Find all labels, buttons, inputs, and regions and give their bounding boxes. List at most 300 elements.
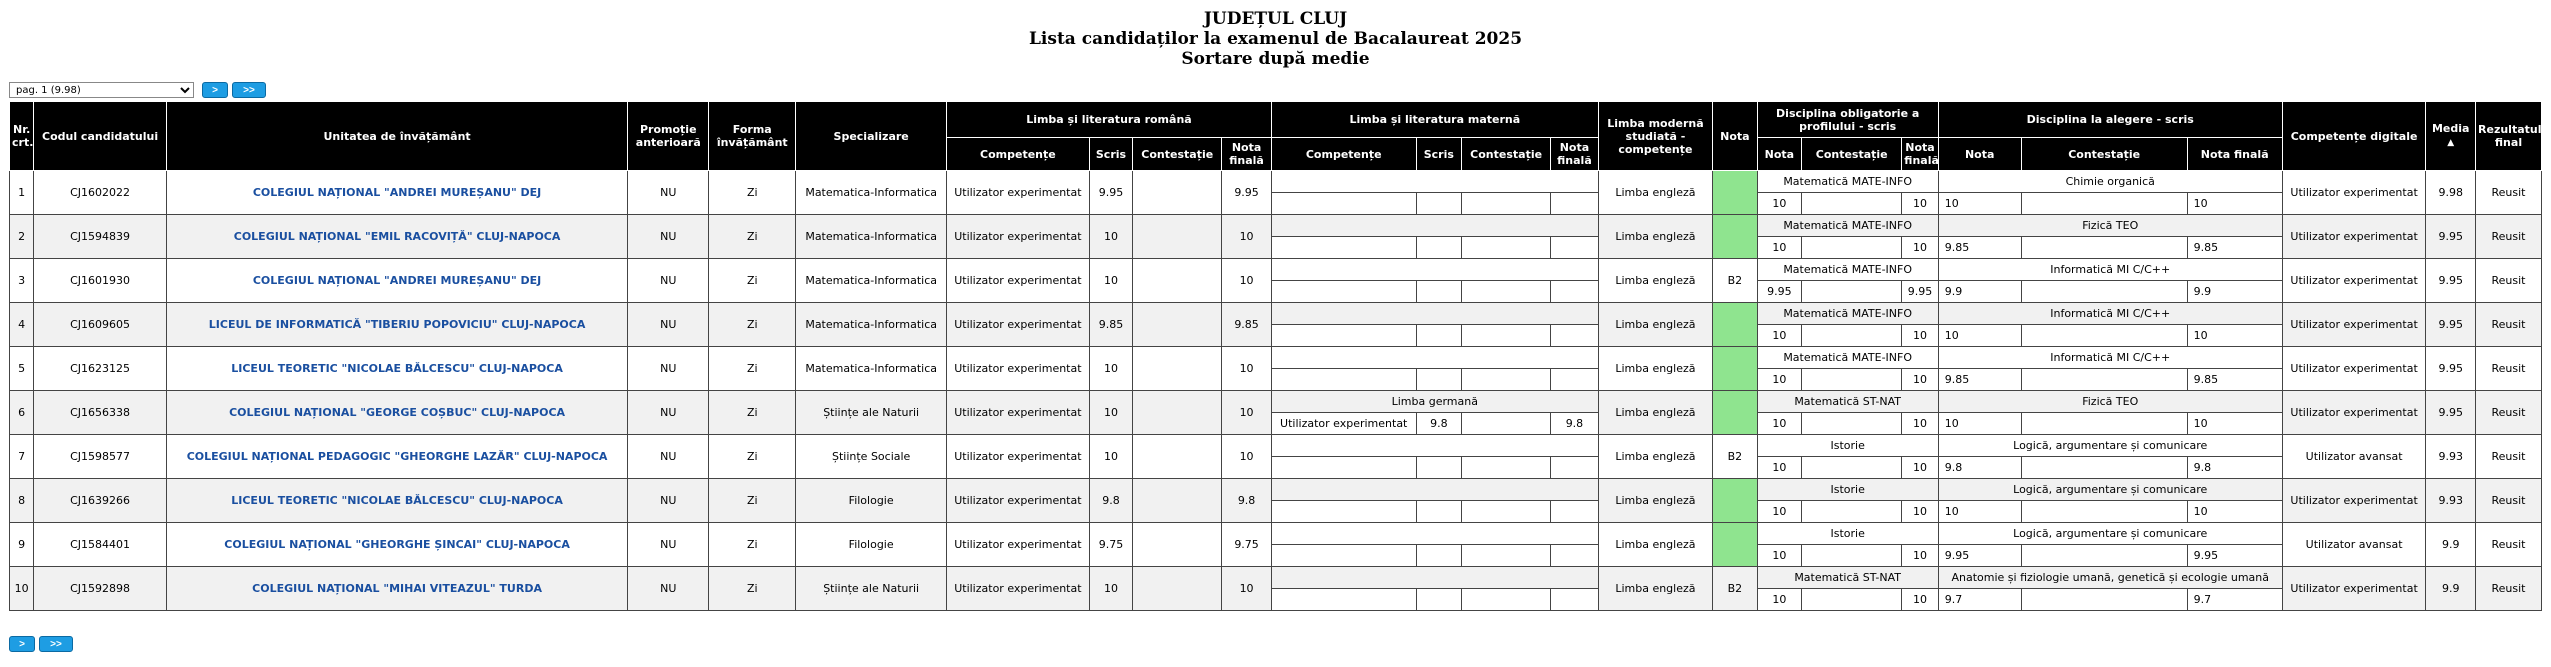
cell-ro-competente: Utilizator experimentat: [947, 391, 1090, 435]
cell-school-link[interactable]: COLEGIUL NAȚIONAL "ANDREI MUREȘANU" DEJ: [166, 259, 627, 303]
cell-materna-name: Limba germană: [1271, 391, 1598, 413]
cell-school-link[interactable]: COLEGIUL NAȚIONAL "GEORGE COȘBUC" CLUJ-NAPOCA: [166, 391, 627, 435]
col-media[interactable]: [2426, 102, 2476, 171]
next-page-button[interactable]: >: [202, 82, 228, 98]
cell-mat-nota-finala: [1551, 281, 1599, 303]
col-ro-competente: Competențe: [947, 138, 1090, 171]
cell-nota: [1713, 347, 1758, 391]
cell-ale-nota: 10: [1938, 501, 2021, 523]
cell-forma: Zi: [709, 391, 796, 435]
cell-media: 9.95: [2426, 303, 2476, 347]
col-promotie: Promoție anterioară: [628, 102, 709, 171]
cell-school-link[interactable]: COLEGIUL NAȚIONAL "EMIL RACOVIȚĂ" CLUJ-NAPOCA: [166, 215, 627, 259]
cell-obl-nota-finala: 10: [1902, 589, 1938, 611]
col-nota: Nota: [1713, 102, 1758, 171]
cell-nota: [1713, 391, 1758, 435]
cell-moderna: Limba engleză: [1598, 435, 1712, 479]
cell-ro-scris: 10: [1089, 347, 1133, 391]
cell-ro-contestatie: [1133, 171, 1222, 215]
cell-obl-contestatie: [1802, 237, 1902, 259]
next-page-button-bottom[interactable]: >: [9, 636, 35, 652]
cell-specializare: Matematica-Informatica: [796, 347, 947, 391]
table-row: [10, 435, 2542, 457]
cell-specializare: Științe ale Naturii: [796, 567, 947, 611]
cell-ro-contestatie: [1133, 347, 1222, 391]
cell-mat-nota-finala: [1551, 589, 1599, 611]
cell-forma: Zi: [709, 435, 796, 479]
cell-ro-contestatie: [1133, 259, 1222, 303]
cell-nr: 5: [10, 347, 34, 391]
cell-promotie: NU: [628, 259, 709, 303]
pagination-bottom: [9, 636, 73, 652]
cell-rezultat: Reusit: [2476, 347, 2542, 391]
cell-cod: CJ1602022: [34, 171, 167, 215]
col-ale-contestatie: Contestație: [2021, 138, 2187, 171]
cell-mat-nota-finala: [1551, 325, 1599, 347]
cell-moderna: Limba engleză: [1598, 567, 1712, 611]
cell-alegere-name: Informatică MI C/C++: [1938, 303, 2282, 325]
last-page-button[interactable]: >>: [232, 82, 266, 98]
cell-mat-nota-finala: [1551, 457, 1599, 479]
cell-ale-contestatie: [2021, 369, 2187, 391]
cell-promotie: NU: [628, 303, 709, 347]
cell-nr: 7: [10, 435, 34, 479]
cell-ro-competente: Utilizator experimentat: [947, 171, 1090, 215]
table-row: [10, 303, 2542, 325]
cell-obl-contestatie: [1802, 193, 1902, 215]
cell-ro-competente: Utilizator experimentat: [947, 567, 1090, 611]
cell-mat-competente: [1271, 369, 1416, 391]
cell-ro-scris: 10: [1089, 567, 1133, 611]
cell-moderna: Limba engleză: [1598, 391, 1712, 435]
cell-obl-nota-finala: 10: [1902, 413, 1938, 435]
cell-mat-competente: [1271, 545, 1416, 567]
cell-ale-nota-finala: 9.8: [2187, 457, 2282, 479]
cell-nota: B2: [1713, 567, 1758, 611]
col-forma: Forma învățământ: [709, 102, 796, 171]
cell-specializare: Filologie: [796, 479, 947, 523]
cell-obl-contestatie: [1802, 413, 1902, 435]
cell-moderna: Limba engleză: [1598, 215, 1712, 259]
cell-obl-nota: 10: [1757, 193, 1802, 215]
cell-mat-scris: 9.8: [1416, 413, 1462, 435]
cell-obl-nota-finala: 10: [1902, 545, 1938, 567]
cell-obl-contestatie: [1802, 369, 1902, 391]
cell-specializare: Matematica-Informatica: [796, 259, 947, 303]
cell-obligatorie-name: Matematică MATE-INFO: [1757, 215, 1938, 237]
cell-alegere-name: Logică, argumentare și comunicare: [1938, 435, 2282, 457]
cell-media: 9.95: [2426, 259, 2476, 303]
cell-ale-nota-finala: 10: [2187, 193, 2282, 215]
cell-rezultat: Reusit: [2476, 567, 2542, 611]
cell-ro-contestatie: [1133, 215, 1222, 259]
cell-rezultat: Reusit: [2476, 435, 2542, 479]
cell-forma: Zi: [709, 523, 796, 567]
cell-ale-nota-finala: 10: [2187, 325, 2282, 347]
cell-media: 9.93: [2426, 479, 2476, 523]
last-page-button-bottom[interactable]: >>: [39, 636, 73, 652]
cell-cod: CJ1592898: [34, 567, 167, 611]
cell-moderna: Limba engleză: [1598, 171, 1712, 215]
cell-ale-contestatie: [2021, 545, 2187, 567]
cell-obl-contestatie: [1802, 457, 1902, 479]
col-ro-nota-finala: Nota finală: [1222, 138, 1272, 171]
cell-obl-contestatie: [1802, 281, 1902, 303]
cell-cod: CJ1584401: [34, 523, 167, 567]
cell-moderna: Limba engleză: [1598, 523, 1712, 567]
cell-media: 9.95: [2426, 347, 2476, 391]
cell-nr: 8: [10, 479, 34, 523]
cell-ale-nota: 9.9: [1938, 281, 2021, 303]
cell-digitale: Utilizator avansat: [2282, 435, 2426, 479]
cell-cod: CJ1609605: [34, 303, 167, 347]
cell-ro-nota-finala: 10: [1222, 567, 1272, 611]
cell-mat-scris: [1416, 369, 1462, 391]
cell-mat-contestatie: [1462, 369, 1551, 391]
cell-mat-contestatie: [1462, 281, 1551, 303]
cell-mat-contestatie: [1462, 237, 1551, 259]
cell-digitale: Utilizator experimentat: [2282, 303, 2426, 347]
cell-mat-contestatie: [1462, 193, 1551, 215]
cell-ro-nota-finala: 10: [1222, 215, 1272, 259]
cell-specializare: Științe Sociale: [796, 435, 947, 479]
cell-specializare: Matematica-Informatica: [796, 303, 947, 347]
cell-mat-competente: Utilizator experimentat: [1271, 413, 1416, 435]
cell-ro-competente: Utilizator experimentat: [947, 479, 1090, 523]
cell-materna-name: [1271, 171, 1598, 193]
cell-obl-contestatie: [1802, 589, 1902, 611]
col-mat-nota-finala: Nota finală: [1551, 138, 1599, 171]
cell-ro-competente: Utilizator experimentat: [947, 215, 1090, 259]
col-cod: Codul candidatului: [34, 102, 167, 171]
cell-promotie: NU: [628, 479, 709, 523]
cell-ro-contestatie: [1133, 303, 1222, 347]
cell-nr: 9: [10, 523, 34, 567]
cell-ro-nota-finala: 10: [1222, 391, 1272, 435]
page-title-block: [0, 9, 2551, 69]
cell-obl-nota: 9.95: [1757, 281, 1802, 303]
table-row: [10, 171, 2542, 193]
cell-ale-contestatie: [2021, 501, 2187, 523]
cell-digitale: Utilizator experimentat: [2282, 259, 2426, 303]
col-moderna: Limba modernă studiată - competențe: [1598, 102, 1712, 171]
cell-ale-nota-finala: 10: [2187, 413, 2282, 435]
cell-digitale: Utilizator experimentat: [2282, 479, 2426, 523]
cell-obl-nota-finala: 10: [1902, 325, 1938, 347]
cell-rezultat: Reusit: [2476, 303, 2542, 347]
cell-forma: Zi: [709, 259, 796, 303]
cell-alegere-name: Logică, argumentare și comunicare: [1938, 523, 2282, 545]
cell-promotie: NU: [628, 215, 709, 259]
cell-digitale: Utilizator experimentat: [2282, 567, 2426, 611]
col-group-romana: Limba și literatura română: [947, 102, 1272, 138]
cell-mat-scris: [1416, 589, 1462, 611]
cell-nr: 2: [10, 215, 34, 259]
cell-ro-contestatie: [1133, 523, 1222, 567]
cell-obl-contestatie: [1802, 545, 1902, 567]
cell-obl-nota: 10: [1757, 457, 1802, 479]
cell-ro-competente: Utilizator experimentat: [947, 435, 1090, 479]
cell-nr: 10: [10, 567, 34, 611]
cell-mat-competente: [1271, 501, 1416, 523]
table-row: [10, 391, 2542, 413]
cell-mat-competente: [1271, 193, 1416, 215]
cell-mat-contestatie: [1462, 325, 1551, 347]
cell-ale-nota: 10: [1938, 193, 2021, 215]
cell-mat-contestatie: [1462, 545, 1551, 567]
page-select[interactable]: [9, 82, 194, 98]
cell-nota: B2: [1713, 259, 1758, 303]
cell-media: 9.98: [2426, 171, 2476, 215]
cell-moderna: Limba engleză: [1598, 347, 1712, 391]
cell-ro-nota-finala: 9.95: [1222, 171, 1272, 215]
cell-media: 9.93: [2426, 435, 2476, 479]
cell-obl-nota: 10: [1757, 413, 1802, 435]
cell-moderna: Limba engleză: [1598, 479, 1712, 523]
cell-ale-contestatie: [2021, 325, 2187, 347]
table-row: [10, 347, 2542, 369]
cell-obl-nota-finala: 10: [1902, 237, 1938, 259]
cell-alegere-name: Anatomie și fiziologie umană, genetică și ecologie umană: [1938, 567, 2282, 589]
col-mat-scris: Scris: [1416, 138, 1462, 171]
cell-ale-nota: 9.85: [1938, 237, 2021, 259]
cell-rezultat: Reusit: [2476, 479, 2542, 523]
cell-ro-nota-finala: 10: [1222, 259, 1272, 303]
cell-materna-name: [1271, 435, 1598, 457]
cell-ale-nota: 9.7: [1938, 589, 2021, 611]
cell-media: 9.95: [2426, 215, 2476, 259]
cell-obl-contestatie: [1802, 325, 1902, 347]
cell-ro-contestatie: [1133, 567, 1222, 611]
col-unitate: Unitatea de învățământ: [166, 102, 627, 171]
cell-obligatorie-name: Istorie: [1757, 435, 1938, 457]
cell-mat-nota-finala: [1551, 501, 1599, 523]
cell-ale-nota: 9.8: [1938, 457, 2021, 479]
cell-mat-competente: [1271, 281, 1416, 303]
cell-ro-scris: 9.75: [1089, 523, 1133, 567]
cell-school-link[interactable]: COLEGIUL NAȚIONAL "GHEORGHE ȘINCAI" CLUJ-NAPOCA: [166, 523, 627, 567]
table-row: [10, 259, 2542, 281]
cell-promotie: NU: [628, 347, 709, 391]
col-obl-contestatie: Contestație: [1802, 138, 1902, 171]
cell-mat-competente: [1271, 457, 1416, 479]
cell-moderna: Limba engleză: [1598, 303, 1712, 347]
cell-ro-scris: 10: [1089, 259, 1133, 303]
cell-ale-nota: 9.85: [1938, 369, 2021, 391]
cell-nota: [1713, 479, 1758, 523]
cell-ro-nota-finala: 9.85: [1222, 303, 1272, 347]
cell-ro-nota-finala: 9.75: [1222, 523, 1272, 567]
cell-obl-nota-finala: 9.95: [1902, 281, 1938, 303]
cell-mat-scris: [1416, 193, 1462, 215]
cell-ale-nota-finala: 10: [2187, 501, 2282, 523]
col-obl-nota-finala: Nota finală: [1902, 138, 1938, 171]
col-ale-nota-finala: Nota finală: [2187, 138, 2282, 171]
cell-ale-contestatie: [2021, 457, 2187, 479]
cell-mat-nota-finala: [1551, 193, 1599, 215]
cell-materna-name: [1271, 215, 1598, 237]
col-specializare: Specializare: [796, 102, 947, 171]
cell-obligatorie-name: Istorie: [1757, 523, 1938, 545]
pagination-top: [9, 82, 266, 98]
cell-forma: Zi: [709, 567, 796, 611]
cell-obligatorie-name: Matematică ST-NAT: [1757, 567, 1938, 589]
cell-forma: Zi: [709, 347, 796, 391]
cell-mat-contestatie: [1462, 589, 1551, 611]
cell-mat-scris: [1416, 457, 1462, 479]
cell-materna-name: [1271, 303, 1598, 325]
cell-obligatorie-name: Matematică MATE-INFO: [1757, 347, 1938, 369]
cell-digitale: Utilizator experimentat: [2282, 347, 2426, 391]
cell-specializare: Filologie: [796, 523, 947, 567]
cell-ale-nota-finala: 9.85: [2187, 369, 2282, 391]
cell-ale-nota: 9.95: [1938, 545, 2021, 567]
cell-obl-nota-finala: 10: [1902, 501, 1938, 523]
cell-school-link[interactable]: LICEUL TEORETIC "NICOLAE BĂLCESCU" CLUJ-NAPOCA: [166, 347, 627, 391]
cell-obl-nota: 10: [1757, 369, 1802, 391]
cell-ro-scris: 9.95: [1089, 171, 1133, 215]
cell-cod: CJ1601930: [34, 259, 167, 303]
cell-specializare: Științe ale Naturii: [796, 391, 947, 435]
sort-title: Sortare după medie: [1181, 49, 1370, 69]
cell-materna-name: [1271, 347, 1598, 369]
cell-rezultat: Reusit: [2476, 215, 2542, 259]
cell-rezultat: Reusit: [2476, 259, 2542, 303]
cell-obligatorie-name: Matematică ST-NAT: [1757, 391, 1938, 413]
list-title: Lista candidaților la examenul de Bacalaureat 2025: [1028, 29, 1523, 49]
cell-rezultat: Reusit: [2476, 171, 2542, 215]
cell-mat-nota-finala: 9.8: [1551, 413, 1599, 435]
cell-alegere-name: Informatică MI C/C++: [1938, 259, 2282, 281]
cell-obl-nota: 10: [1757, 501, 1802, 523]
cell-mat-scris: [1416, 325, 1462, 347]
cell-school-link[interactable]: LICEUL DE INFORMATICĂ "TIBERIU POPOVICIU" CLUJ-NAPOCA: [166, 303, 627, 347]
cell-forma: Zi: [709, 479, 796, 523]
cell-nr: 3: [10, 259, 34, 303]
cell-obl-contestatie: [1802, 501, 1902, 523]
cell-media: 9.9: [2426, 567, 2476, 611]
cell-forma: Zi: [709, 171, 796, 215]
cell-nota: [1713, 523, 1758, 567]
cell-ro-scris: 10: [1089, 435, 1133, 479]
cell-ale-nota-finala: 9.85: [2187, 237, 2282, 259]
candidates-table: [9, 101, 2542, 611]
cell-cod: CJ1639266: [34, 479, 167, 523]
col-ro-scris: Scris: [1089, 138, 1133, 171]
cell-ale-contestatie: [2021, 193, 2187, 215]
table-row: [10, 567, 2542, 589]
cell-nota: [1713, 303, 1758, 347]
col-mat-competente: Competențe: [1271, 138, 1416, 171]
col-rezultat: Rezultatul final: [2476, 102, 2542, 171]
cell-obligatorie-name: Istorie: [1757, 479, 1938, 501]
county-title: JUDEȚUL CLUJ: [1203, 9, 1348, 29]
cell-ale-contestatie: [2021, 589, 2187, 611]
cell-ro-contestatie: [1133, 435, 1222, 479]
cell-materna-name: [1271, 479, 1598, 501]
col-group-materna: Limba și literatura maternă: [1271, 102, 1598, 138]
cell-mat-scris: [1416, 501, 1462, 523]
cell-alegere-name: Informatică MI C/C++: [1938, 347, 2282, 369]
cell-mat-scris: [1416, 545, 1462, 567]
cell-digitale: Utilizator experimentat: [2282, 215, 2426, 259]
cell-forma: Zi: [709, 303, 796, 347]
cell-ale-nota: 10: [1938, 413, 2021, 435]
cell-ale-nota-finala: 9.7: [2187, 589, 2282, 611]
cell-school-link[interactable]: COLEGIUL NAȚIONAL PEDAGOGIC "GHEORGHE LAZĂR" CLUJ-NAPOCA: [166, 435, 627, 479]
col-obl-nota: Nota: [1757, 138, 1802, 171]
cell-cod: CJ1656338: [34, 391, 167, 435]
cell-materna-name: [1271, 567, 1598, 589]
cell-digitale: Utilizator experimentat: [2282, 171, 2426, 215]
cell-moderna: Limba engleză: [1598, 259, 1712, 303]
cell-nr: 4: [10, 303, 34, 347]
cell-materna-name: [1271, 259, 1598, 281]
cell-digitale: Utilizator avansat: [2282, 523, 2426, 567]
cell-ro-nota-finala: 9.8: [1222, 479, 1272, 523]
media-label[interactable]: Media: [2431, 122, 2470, 135]
cell-ro-nota-finala: 10: [1222, 435, 1272, 479]
cell-promotie: NU: [628, 523, 709, 567]
cell-obl-nota-finala: 10: [1902, 457, 1938, 479]
cell-obligatorie-name: Matematică MATE-INFO: [1757, 259, 1938, 281]
cell-ro-competente: Utilizator experimentat: [947, 303, 1090, 347]
cell-ro-scris: 10: [1089, 391, 1133, 435]
cell-obl-nota-finala: 10: [1902, 369, 1938, 391]
cell-obl-nota: 10: [1757, 589, 1802, 611]
cell-ro-scris: 10: [1089, 215, 1133, 259]
cell-obl-nota-finala: 10: [1902, 193, 1938, 215]
cell-obligatorie-name: Matematică MATE-INFO: [1757, 171, 1938, 193]
cell-mat-competente: [1271, 325, 1416, 347]
cell-mat-contestatie: [1462, 457, 1551, 479]
cell-media: 9.9: [2426, 523, 2476, 567]
cell-school-link[interactable]: COLEGIUL NAȚIONAL "ANDREI MUREȘANU" DEJ: [166, 171, 627, 215]
cell-cod: CJ1594839: [34, 215, 167, 259]
cell-alegere-name: Fizică TEO: [1938, 215, 2282, 237]
cell-specializare: Matematica-Informatica: [796, 215, 947, 259]
cell-obl-nota: 10: [1757, 545, 1802, 567]
cell-nota: [1713, 215, 1758, 259]
cell-digitale: Utilizator experimentat: [2282, 391, 2426, 435]
col-ro-contestatie: Contestație: [1133, 138, 1222, 171]
sort-ascending-icon: ▲: [2447, 138, 2455, 148]
cell-alegere-name: Logică, argumentare și comunicare: [1938, 479, 2282, 501]
cell-cod: CJ1623125: [34, 347, 167, 391]
cell-ro-contestatie: [1133, 479, 1222, 523]
cell-obl-nota: 10: [1757, 237, 1802, 259]
col-group-obligatorie: Disciplina obligatorie a profilului - scris: [1757, 102, 1938, 138]
cell-mat-contestatie: [1462, 501, 1551, 523]
cell-ale-nota: 10: [1938, 325, 2021, 347]
cell-materna-name: [1271, 523, 1598, 545]
col-ale-nota: Nota: [1938, 138, 2021, 171]
cell-nr: 6: [10, 391, 34, 435]
cell-nota: [1713, 171, 1758, 215]
cell-ale-nota-finala: 9.9: [2187, 281, 2282, 303]
cell-rezultat: Reusit: [2476, 391, 2542, 435]
cell-obligatorie-name: Matematică MATE-INFO: [1757, 303, 1938, 325]
cell-mat-nota-finala: [1551, 369, 1599, 391]
cell-ro-scris: 9.85: [1089, 303, 1133, 347]
table-header: [10, 102, 2542, 171]
cell-school-link[interactable]: COLEGIUL NAȚIONAL "MIHAI VITEAZUL" TURDA: [166, 567, 627, 611]
cell-ale-contestatie: [2021, 237, 2187, 259]
cell-mat-competente: [1271, 237, 1416, 259]
cell-school-link[interactable]: LICEUL TEORETIC "NICOLAE BĂLCESCU" CLUJ-NAPOCA: [166, 479, 627, 523]
cell-promotie: NU: [628, 567, 709, 611]
cell-mat-scris: [1416, 281, 1462, 303]
